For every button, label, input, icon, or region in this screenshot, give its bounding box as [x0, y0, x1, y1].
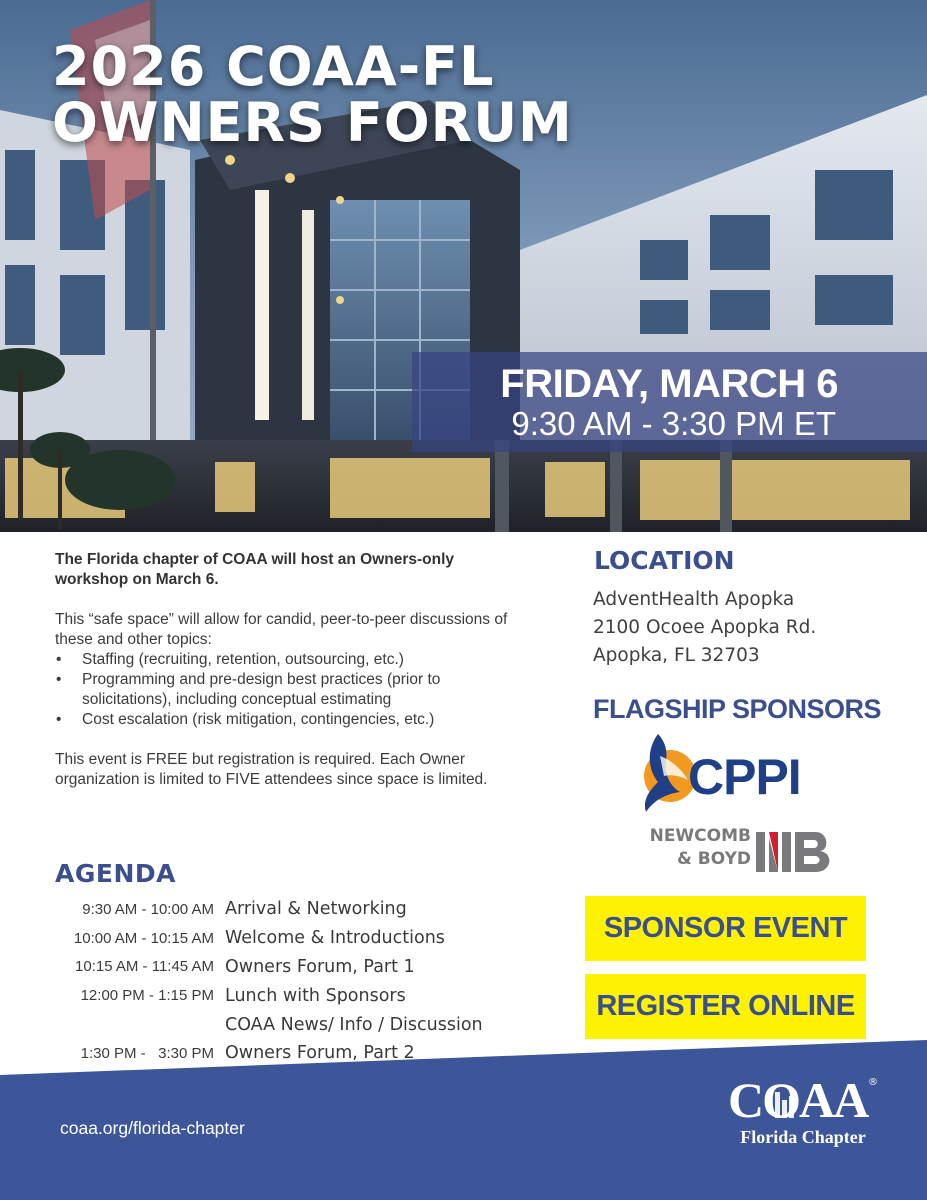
location-heading: LOCATION	[594, 546, 735, 575]
agenda-item: Welcome & Introductions	[225, 928, 445, 949]
hero-photo-banner	[0, 0, 927, 532]
registration-note: This event is FREE but registration is required. Each Owner organization is limited to FIVE attendees since space is limited.	[55, 751, 488, 788]
sponsors-heading: FLAGSHIP SPONSORS	[593, 694, 882, 724]
agenda-row	[30, 895, 530, 924]
list-item: • Programming and pre-design best practices (prior to solicitations), including conceptual estimating	[55, 670, 515, 710]
agenda-time: 12:00 PM - 1:15 PM	[80, 987, 214, 1005]
agenda-time: 10:00 AM - 10:15 AM	[73, 929, 214, 947]
venue-street: 2100 Ocoee Apopka Rd.	[593, 617, 817, 638]
agenda-item: Lunch with Sponsors	[225, 985, 406, 1006]
venue-city: Apopka, FL 32703	[593, 645, 760, 666]
event-time: 9:30 AM - 3:30 PM ET	[511, 405, 836, 442]
topics-list	[55, 650, 515, 730]
agenda-time: 9:30 AM - 10:00 AM	[82, 900, 214, 918]
agenda-row	[30, 924, 530, 953]
agenda-time: 10:15 AM - 11:45 AM	[75, 958, 214, 976]
event-title-line1: 2026 COAA-FL	[52, 35, 495, 98]
coaa-logo: COAA	[728, 1072, 868, 1128]
agenda-heading: AGENDA	[55, 859, 176, 888]
agenda-item: Owners Forum, Part 2	[225, 1043, 415, 1064]
agenda-row	[30, 953, 530, 982]
agenda-item: Owners Forum, Part 1	[225, 956, 415, 977]
newcomb-boyd-logo-line2: & BOYD	[677, 849, 751, 869]
register-online-button[interactable]: REGISTER ONLINE	[585, 974, 866, 1039]
agenda-row	[30, 981, 530, 1010]
coaa-chapter-name: Florida Chapter	[740, 1127, 866, 1147]
event-date: FRIDAY, MARCH 6	[500, 362, 838, 406]
event-description	[55, 550, 515, 790]
sponsor-event-button[interactable]: SPONSOR EVENT	[585, 896, 866, 961]
list-item: • Cost escalation (risk mitigation, contingencies, etc.)	[55, 710, 515, 730]
newcomb-boyd-logo-line1: NEWCOMB	[649, 826, 751, 846]
agenda-time: 1:30 PM - 3:30 PM	[80, 1044, 214, 1062]
agenda-item: Arrival & Networking	[225, 899, 407, 920]
list-item: • Staffing (recruiting, retention, outsourcing, etc.)	[55, 650, 515, 670]
cppi-logo-text: CPPI	[688, 749, 801, 805]
event-title-line2: OWNERS FORUM	[52, 91, 573, 154]
intro-lead: The Florida chapter of COAA will host an Owners-only workshop on March 6.	[55, 551, 455, 588]
topics-lead: This “safe space” will allow for candid, peer-to-peer discussions of these and other topics:	[55, 611, 508, 648]
registered-mark: ®	[868, 1077, 878, 1088]
location-address	[593, 586, 816, 670]
chapter-website-link[interactable]: coaa.org/florida-chapter	[60, 1118, 245, 1138]
venue-name: AdventHealth Apopka	[593, 589, 795, 610]
agenda-item: COAA News/ Info / Discussion	[225, 1014, 483, 1035]
